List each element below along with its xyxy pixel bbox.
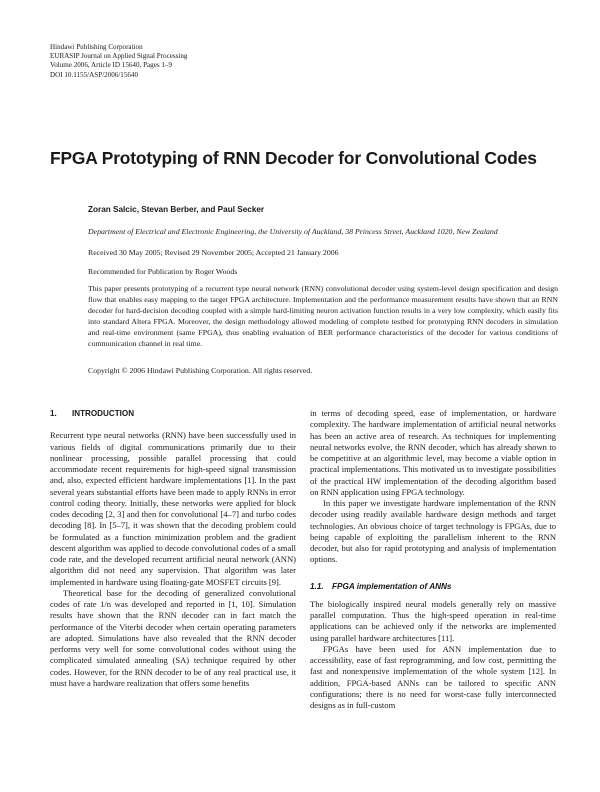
paragraph: Recurrent type neural networks (RNN) have been successfully used in various fields of digital communications primarily due to their nonlinear processing, possible parallel processing that could accommodate recent requirements for high-speed signal transmission and, also, expected efficient hardware implementations [1]. In the past several years substantial efforts have been made to apply RNNs in error control coding theory. Initially, these networks were applied for block codes decoding [2, 3] and then for convolutional [4–7] and turbo codes decoding [8]. In [5–7], it was shown that the decoding problem could be formulated as a function minimization problem and the gradient descent algorithm was applied to decode convolutional codes of a small code rate, and the developed recurrent artificial neural network (ANN) algorithm did not need any supervision. That algorithm was later implemented in hardware using floating-gate MOSFET circuits [9].	[50, 430, 296, 587]
paper-title: FPGA Prototyping of RNN Decoder for Convolutional Codes	[50, 148, 537, 168]
affiliation: Department of Electrical and Electronic Engineering, the University of Auckland, 38 Princess Street, Auckland 1020, New Zealand	[88, 227, 498, 236]
subsection-heading	[310, 581, 556, 592]
paragraph: In this paper we investigate hardware implementation of the RNN decoder using readily available hardware design methods and target technologies. An obvious choice of target technology is FPGAs, due to being capable of exploiting the parallelism inherent to the RNN decoder, but also for rapid prototyping and analysis of implementation options.	[310, 498, 556, 565]
submission-dates: Received 30 May 2005; Revised 29 November 2005; Accepted 21 January 2006	[88, 248, 339, 257]
journal-masthead	[50, 43, 187, 80]
abstract: This paper presents prototyping of a recurrent type neural network (RNN) convolutional decoder using system-level design specification and design flow that enables easy mapping to the target FPGA architecture. Implementation and the performance measurement results have shown that an RNN decoder for hard-decision decoding coupled with a simple hard-limiting neuron activation function results in a very low complexity, which easily fits into standard Altera FPGA. Moreover, the design methodology allowed modeling of complete testbed for prototyping RNN decoders in simulation and real-time environment (same FPGA), thus enabling evaluation of BER performance characteristics of the decoder for various conditions of communication channel in real time.	[88, 284, 558, 349]
paragraph: in terms of decoding speed, ease of implementation, or hardware complexity. The hardware implementation of artificial neural networks has been an active area of research. As techniques for implementing neural networks evolve, the RNN decoder, which has already shown to be competitive at an algorithmic level, may become a viable option in practical implementations. This motivated us to investigate possibilities of the practical HW implementation of the decoding algorithm based on RNN application using FPGA technology.	[310, 408, 556, 497]
subsection-title: FPGA implementation of ANNs	[332, 581, 452, 591]
doi-line: DOI 10.1155/ASP/2006/15640	[50, 70, 139, 79]
paragraph: Theoretical base for the decoding of generalized convolutional codes of rate 1/n was developed and reported in [1, 10]. Simulation results have shown that the RNN decoder can in fact match the performance of the Viterbi decoder when certain operating parameters are adopted. Simulations have also revealed that the RNN decoder performs very well for some convolutional codes without using the complicated simulated annealing (SA) technique required by other codes. However, for the RNN decoder to be of any real practical use, it must have a hardware realization that offers some benefits	[50, 587, 296, 688]
paragraph: The biologically inspired neural models generally rely on massive parallel computation. Thus the high-speed operation in real-time applications can be achieved only if the networks are implemented using parallel hardware architectures [11].	[310, 598, 556, 643]
volume-line: Volume 2006, Article ID 15640, Pages 1–9	[50, 61, 173, 70]
section-number: 1.	[50, 409, 57, 418]
right-column	[310, 408, 556, 711]
subsection-number: 1.1.	[310, 581, 324, 591]
journal-line: EURASIP Journal on Applied Signal Processing	[50, 52, 188, 61]
recommendation-note: Recommended for Publication by Roger Woods	[88, 267, 238, 276]
paragraph: FPGAs have been used for ANN implementation due to accessibility, ease of fast reprogramming, and low cost, permitting the fast and nonexpensive implementation of the whole system [12]. In addition, FPGA-based ANNs can be tailored to specific ANN configurations; there is no need for worst-case fully interconnected designs as in full-custom	[310, 643, 556, 710]
author-list: Zoran Salcic, Stevan Berber, and Paul Secker	[88, 205, 265, 214]
copyright-notice: Copyright © 2006 Hindawi Publishing Corporation. All rights reserved.	[88, 366, 313, 375]
section-heading	[50, 408, 296, 419]
left-column	[50, 408, 296, 689]
publisher-line: Hindawi Publishing Corporation	[50, 43, 143, 51]
section-title: INTRODUCTION	[72, 409, 135, 418]
